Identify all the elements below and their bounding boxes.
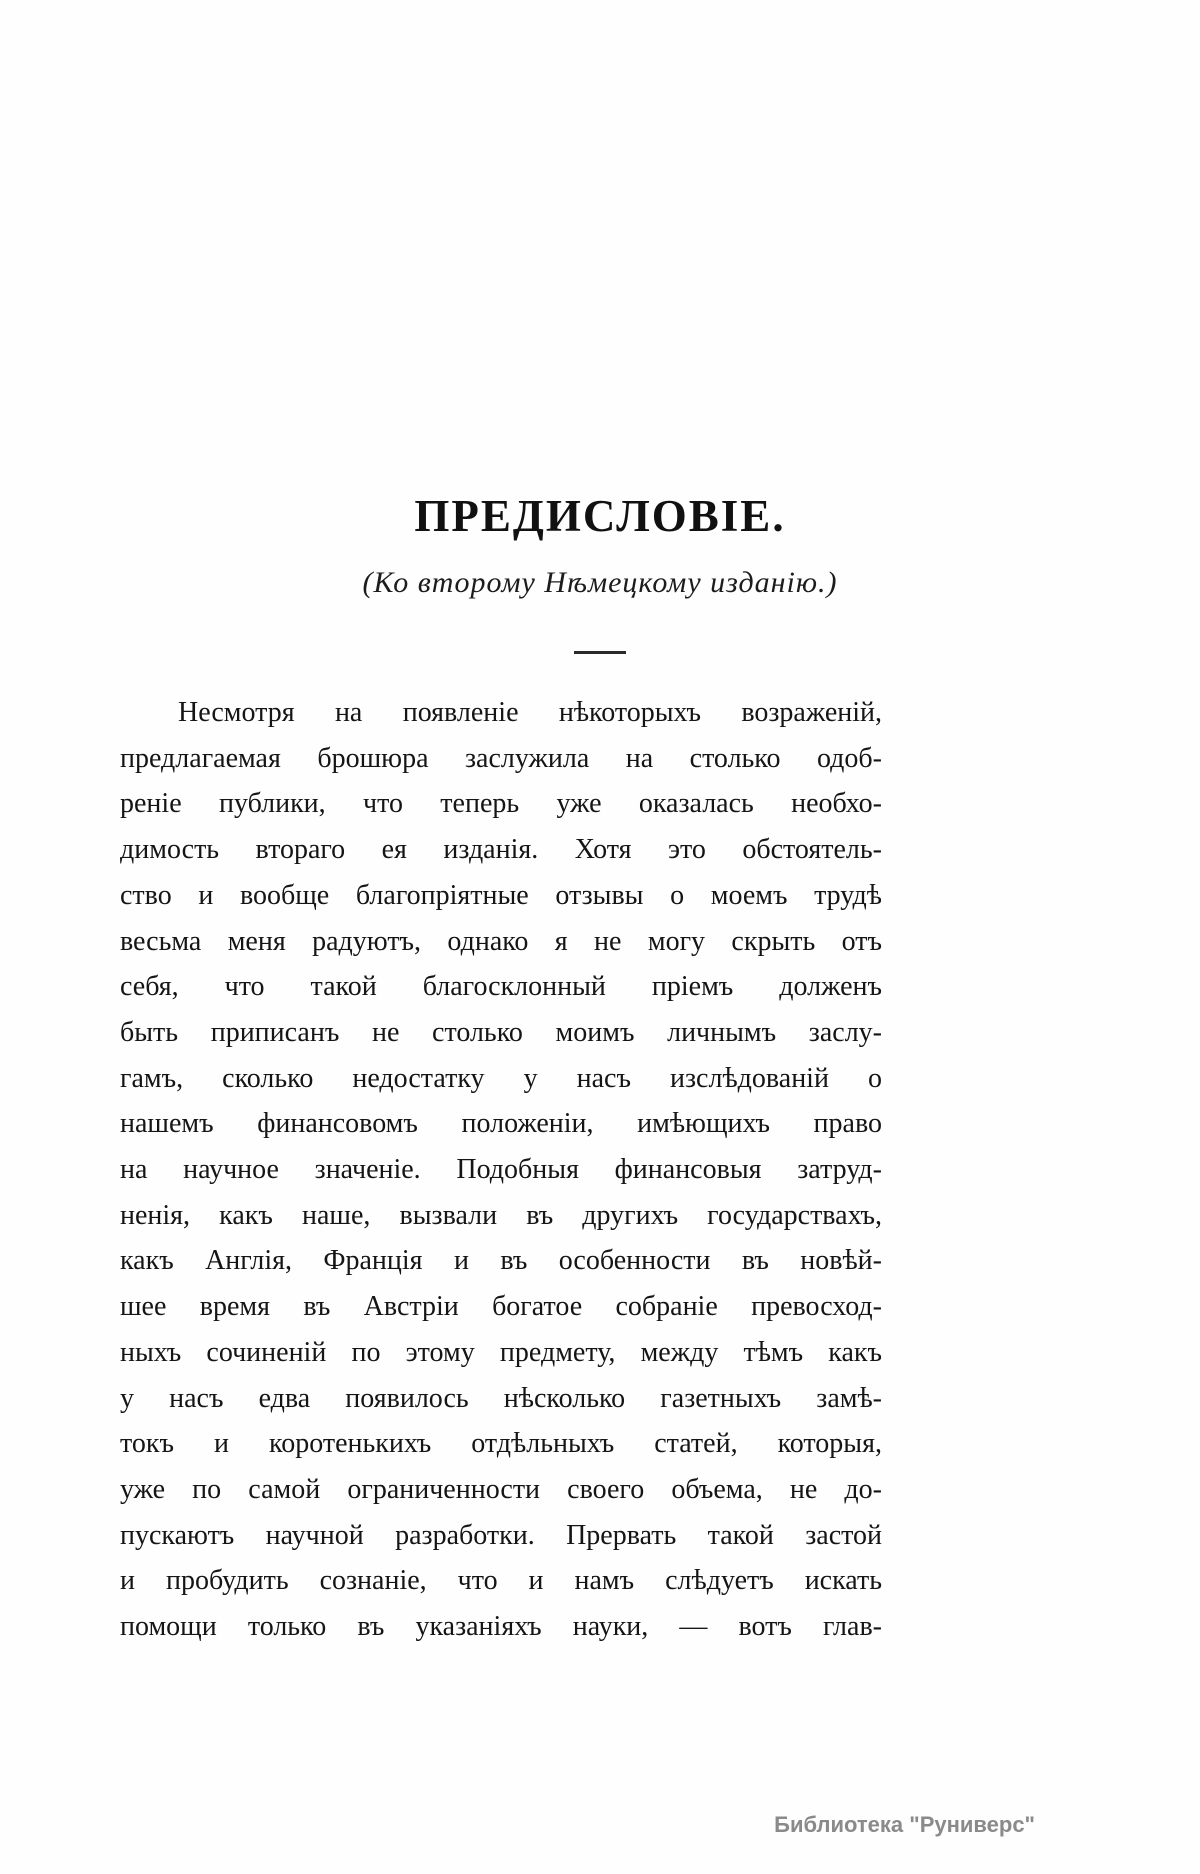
text-line: ненія, какъ наше, вызвали въ другихъ государствахъ, (120, 1199, 882, 1231)
text-line: ныхъ сочиненій по этому предмету, между тѣмъ какъ (120, 1336, 882, 1368)
text-line: на научное значеніе. Подобныя финансовыя затруд- (120, 1154, 882, 1186)
text-line: помощи только въ указаніяхъ науки, — вотъ глав- (120, 1611, 882, 1643)
text-line: уже по самой ограниченности своего объема, не до- (120, 1473, 882, 1505)
edition-subtitle: (Ко второму Нѣмецкому изданію.) (362, 566, 838, 599)
text-line: реніе публики, что теперь уже оказалась необхо- (120, 788, 882, 820)
preface-paragraph (120, 690, 882, 1650)
text-line: у насъ едва появилось нѣсколько газетныхъ замѣ- (120, 1382, 882, 1414)
separator-dash (574, 651, 626, 654)
text-line: токъ и коротенькихъ отдѣльныхъ статей, которыя, (120, 1428, 882, 1460)
text-line: нашемъ финансовомъ положеніи, имѣющихъ право (120, 1108, 882, 1140)
text-line: предлагаемая брошюра заслужила на столько одоб- (120, 742, 882, 774)
library-watermark: Библиотека "Руниверс" (774, 1812, 1035, 1837)
text-line: шее время въ Австріи богатое собраніе превосход- (120, 1291, 882, 1323)
page-title: ПРЕДИСЛОВІЕ. (414, 491, 786, 542)
text-line: Несмотря на появленіе нѣкоторыхъ возраженій, (178, 697, 882, 728)
text-line: себя, что такой благосклонный пріемъ долженъ (120, 971, 882, 1003)
text-line: гамъ, сколько недостатку у насъ изслѣдованій о (120, 1062, 882, 1094)
text-line: ство и вообще благопріятные отзывы о моемъ трудѣ (120, 879, 882, 911)
text-line: пускаютъ научной разработки. Прервать такой застой (120, 1519, 882, 1551)
text-line: димость втораго ея изданія. Хотя это обстоятель- (120, 834, 882, 866)
text-line: быть приписанъ не столько моимъ личнымъ заслу- (120, 1016, 882, 1048)
text-line: весьма меня радуютъ, однако я не могу скрыть отъ (120, 925, 882, 957)
text-line: какъ Англія, Франція и въ особенности въ новѣй- (120, 1245, 882, 1277)
text-line: и пробудить сознаніе, что и намъ слѣдуетъ искать (120, 1565, 882, 1597)
